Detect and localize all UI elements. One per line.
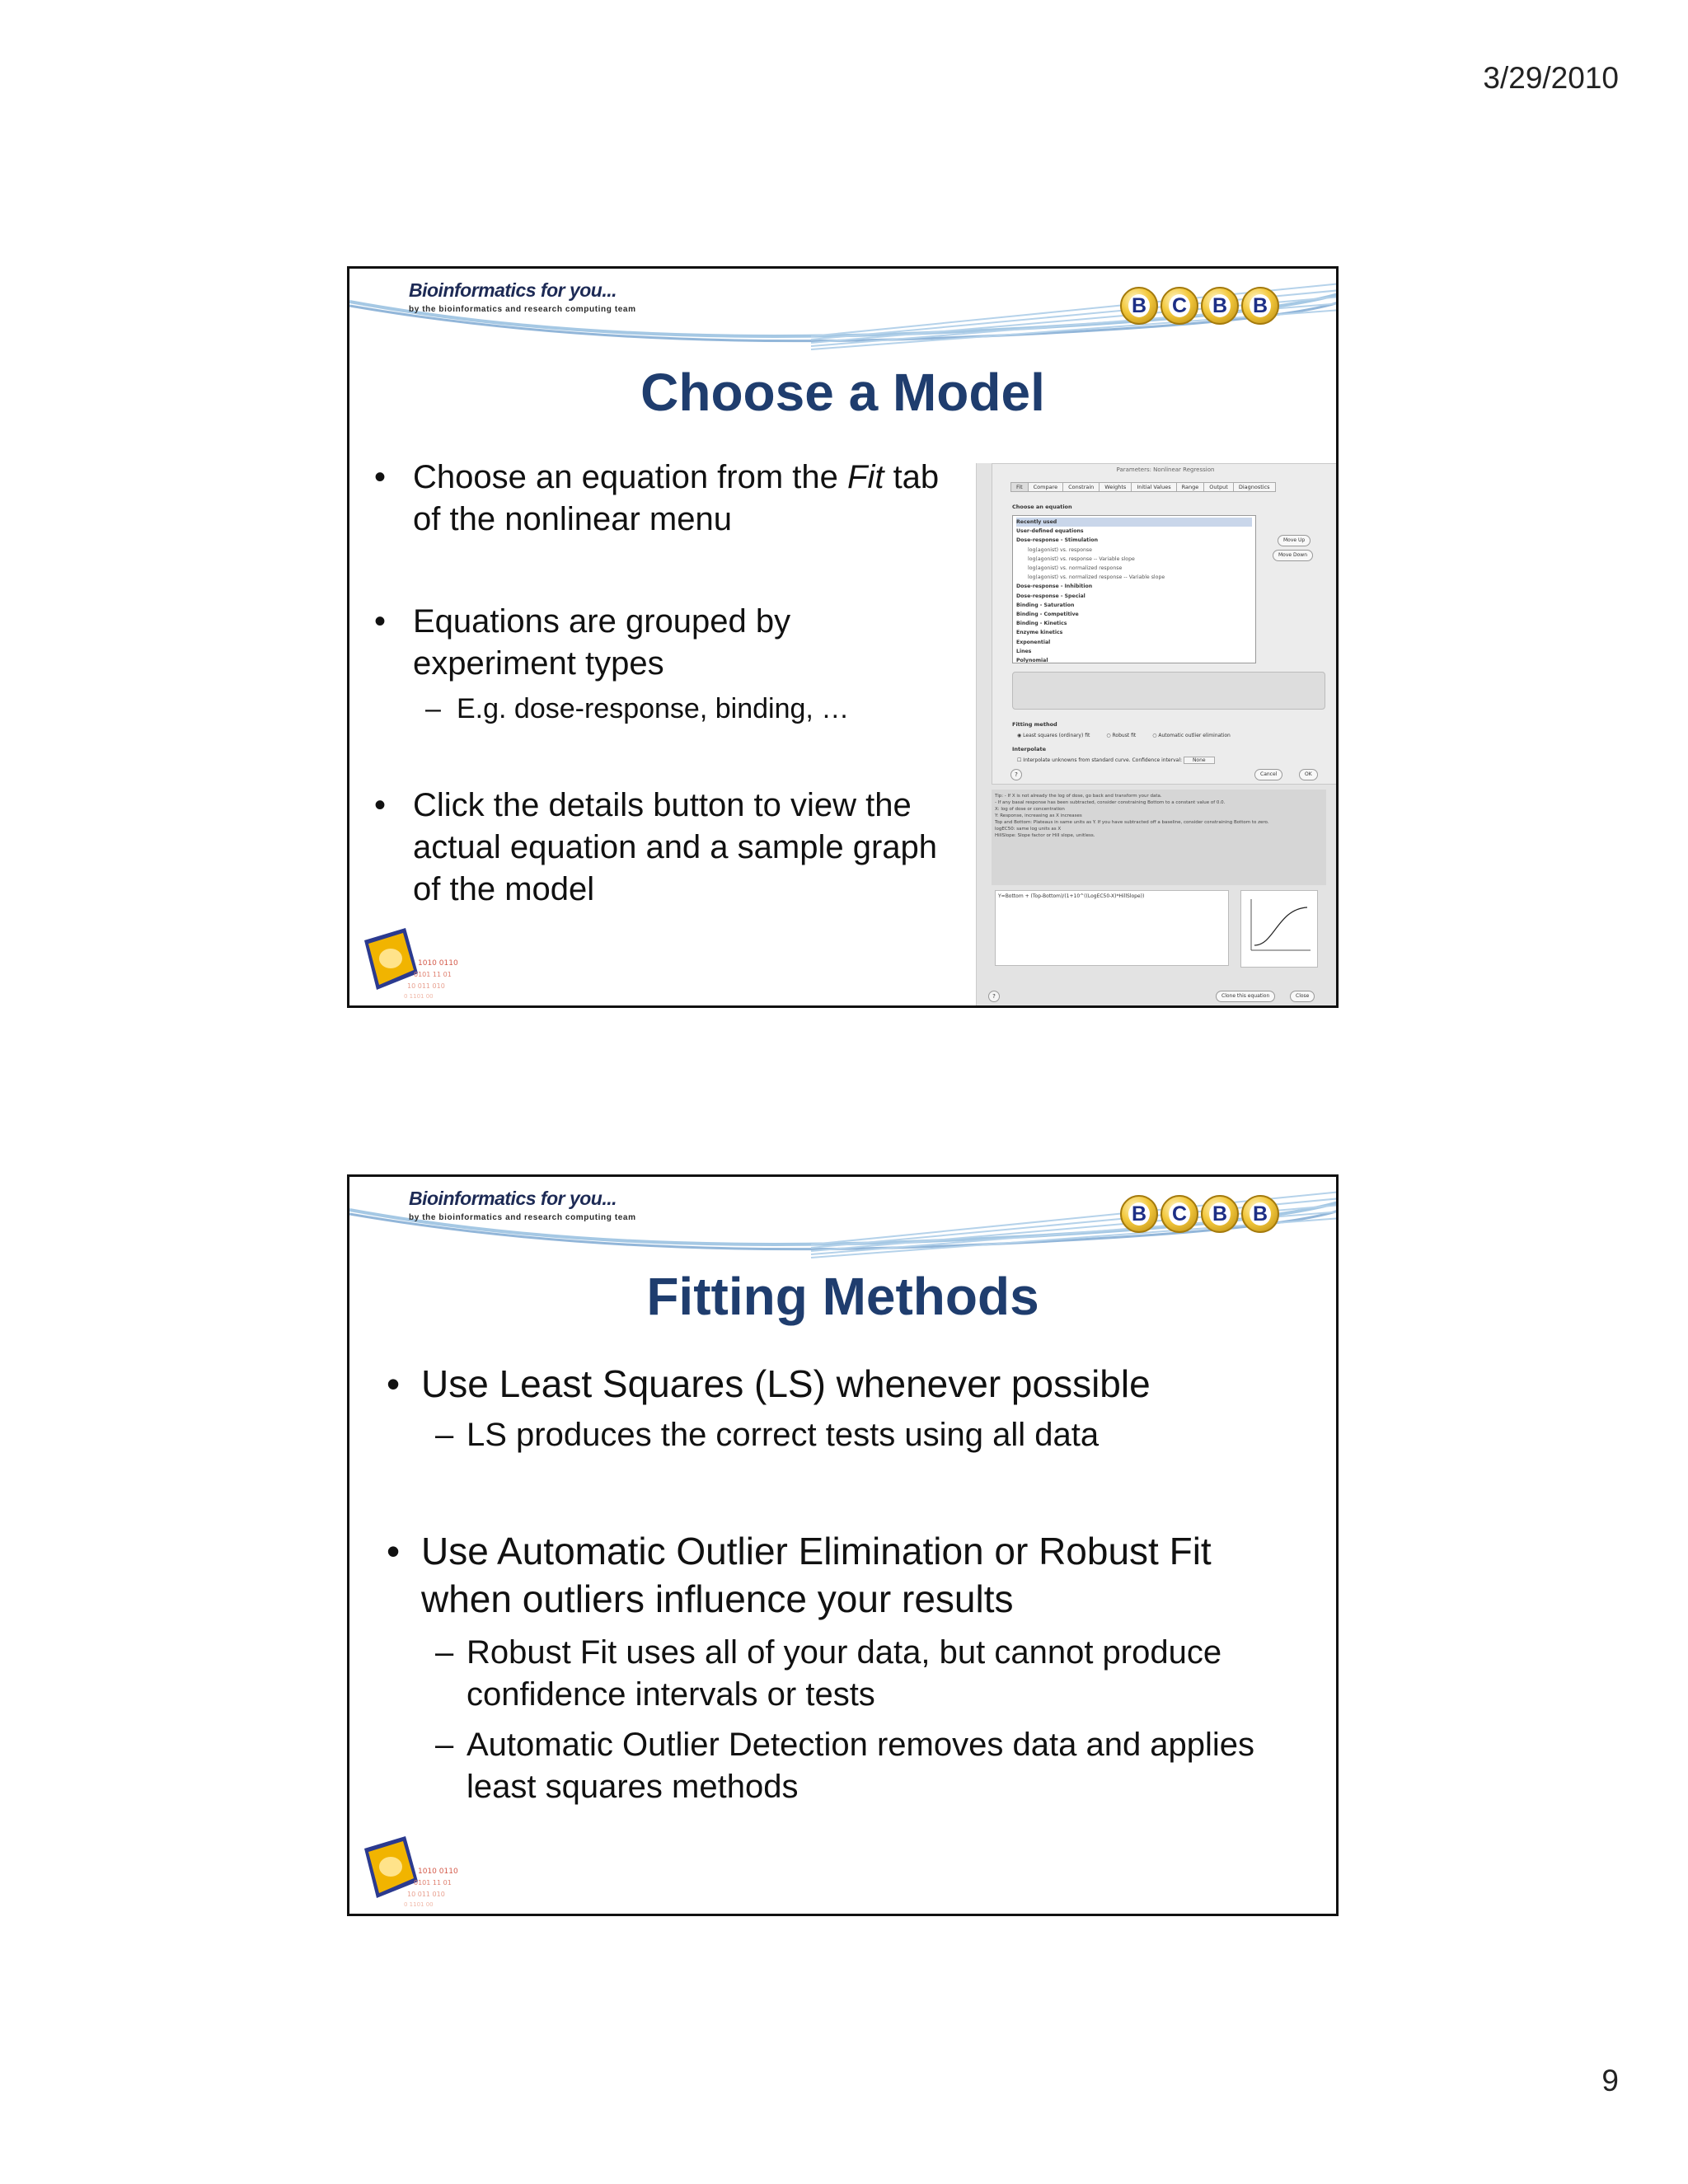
tab-output[interactable]: Output bbox=[1203, 482, 1234, 492]
bullet-item: • Click the details button to view the actual equation and a sample graph of the model bbox=[413, 785, 940, 911]
bullet-dot: • bbox=[374, 603, 387, 640]
logo-ball: B bbox=[1201, 1195, 1239, 1233]
dash-marker: – bbox=[435, 1634, 454, 1671]
logo-ball: C bbox=[1160, 1195, 1198, 1233]
svg-text:0 1101 00: 0 1101 00 bbox=[404, 993, 434, 1000]
logo-ball: B bbox=[1241, 287, 1279, 325]
equation-list-item[interactable]: log(agonist) vs. normalized response -- Variable slope bbox=[1028, 574, 1165, 581]
bcbb-logo bbox=[1120, 287, 1282, 325]
svg-text:0101 11 01: 0101 11 01 bbox=[414, 1879, 452, 1886]
fitting-method-options bbox=[1017, 733, 1247, 738]
tab-constrain[interactable]: Constrain bbox=[1062, 482, 1100, 492]
bullet-item: • Choose an equation from the Fit tab of the nonlinear menu bbox=[413, 457, 940, 541]
interpolate-checkbox[interactable]: ☐ Interpolate unknowns from standard curve. Confidence interval: None bbox=[1017, 757, 1215, 763]
slide-banner bbox=[349, 269, 1336, 351]
logo-ball: C bbox=[1160, 287, 1198, 325]
clone-equation-button[interactable]: Clone this equation bbox=[1216, 991, 1275, 1002]
tab-initial-values[interactable]: Initial Values bbox=[1131, 482, 1176, 492]
page-date: 3/29/2010 bbox=[1483, 61, 1619, 95]
logo-ball: B bbox=[1201, 287, 1239, 325]
brand-subtitle: by the bioinformatics and research computing team bbox=[409, 1213, 636, 1222]
equation-list[interactable] bbox=[1012, 515, 1256, 663]
tab-diagnostics[interactable]: Diagnostics bbox=[1233, 482, 1276, 492]
sub-bullet-item: – Automatic Outlier Detection removes data and applies least squares methods bbox=[467, 1724, 1291, 1808]
confidence-select[interactable]: None bbox=[1184, 757, 1215, 764]
slide-title: Fitting Methods bbox=[646, 1267, 1039, 1326]
equation-list-item[interactable]: Dose-response - Inhibition bbox=[1016, 583, 1093, 590]
tab-compare[interactable]: Compare bbox=[1028, 482, 1064, 492]
details-line: X: log of dose or concentration bbox=[995, 807, 1065, 812]
equation-list-item[interactable]: User-defined equations bbox=[1016, 528, 1084, 535]
choose-equation-label: Choose an equation bbox=[1012, 504, 1072, 510]
equation-list-item[interactable]: log(agonist) vs. response -- Variable slope bbox=[1028, 555, 1135, 562]
bullet-dot: • bbox=[387, 1530, 401, 1572]
bullet-item: • Equations are grouped by experiment types bbox=[413, 601, 940, 685]
equation-list-item[interactable]: Dose-response - Stimulation bbox=[1016, 537, 1099, 544]
details-line: logEC50: same log units as X bbox=[995, 827, 1062, 832]
slide-title: Choose a Model bbox=[640, 363, 1045, 422]
sub-bullet-item: – Robust Fit uses all of your data, but cannot produce confidence intervals or tests bbox=[467, 1632, 1291, 1716]
dialog-tabs bbox=[1010, 482, 1275, 492]
move-up-button[interactable]: Move Up bbox=[1278, 535, 1311, 546]
equation-list-item[interactable]: Binding - Competitive bbox=[1016, 612, 1079, 618]
svg-text:10 011 010: 10 011 010 bbox=[407, 982, 445, 990]
tab-weights[interactable]: Weights bbox=[1099, 482, 1132, 492]
sub-bullet-item: – LS produces the correct tests using all data bbox=[467, 1414, 1291, 1456]
details-line: Y: Response, increasing as X increases bbox=[995, 813, 1082, 818]
equation-list-item[interactable]: log(agonist) vs. normalized response bbox=[1028, 565, 1123, 572]
brand-subtitle: by the bioinformatics and research computing team bbox=[409, 305, 636, 314]
slide-fitting-methods bbox=[347, 1174, 1339, 1916]
svg-text:0 1101 00: 0 1101 00 bbox=[404, 1901, 434, 1908]
sample-graph bbox=[1240, 890, 1318, 968]
bullet-dot: • bbox=[387, 1362, 401, 1405]
equation-list-item[interactable]: Lines bbox=[1016, 648, 1032, 654]
equation-list-item[interactable]: Enzyme kinetics bbox=[1016, 630, 1063, 636]
laptop-dna-graphic bbox=[356, 924, 488, 1002]
logo-ball: B bbox=[1241, 1195, 1279, 1233]
help-icon[interactable]: ? bbox=[1010, 769, 1022, 780]
parameters-dialog bbox=[992, 463, 1339, 785]
equation-list-item[interactable]: Binding - Kinetics bbox=[1016, 621, 1067, 627]
equation-list-item[interactable]: Recently used bbox=[1016, 518, 1252, 527]
fitting-method-label: Fitting method bbox=[1012, 721, 1057, 728]
nonlinear-regression-dialog-screenshot bbox=[976, 463, 1339, 1007]
brand-title: Bioinformatics for you... bbox=[409, 279, 617, 301]
page-number: 9 bbox=[1601, 2064, 1619, 2097]
sigmoid-curve-icon bbox=[1241, 891, 1317, 967]
logo-ball: B bbox=[1120, 287, 1158, 325]
logo-ball: B bbox=[1120, 1195, 1158, 1233]
dialog-title: Parameters: Nonlinear Regression bbox=[1116, 466, 1215, 473]
ok-button[interactable]: OK bbox=[1299, 769, 1318, 780]
move-down-button[interactable]: Move Down bbox=[1273, 550, 1313, 561]
details-line: Tip: - If X is not already the log of dose, go back and transform your data. bbox=[995, 794, 1162, 799]
bullet-item: • Use Automatic Outlier Elimination or Robust Fit when outliers influence your results bbox=[421, 1527, 1295, 1623]
equation-text: Y=Bottom + (Top-Bottom)/(1+10^((LogEC50-X)*HillSlope)) bbox=[995, 890, 1229, 966]
equation-list-item[interactable]: log(agonist) vs. response bbox=[1028, 546, 1092, 553]
equation-list-item[interactable]: Polynomial bbox=[1016, 658, 1048, 663]
svg-text:10 011 010: 10 011 010 bbox=[407, 1891, 445, 1898]
bullet-dot: • bbox=[374, 787, 387, 823]
laptop-dna-graphic bbox=[356, 1832, 488, 1910]
equation-list-item[interactable]: Exponential bbox=[1016, 639, 1051, 645]
equation-details-text bbox=[992, 790, 1326, 885]
brand-title: Bioinformatics for you... bbox=[409, 1188, 617, 1209]
slide-choose-a-model bbox=[347, 266, 1339, 1008]
interpolate-label: Interpolate bbox=[1012, 746, 1047, 752]
close-button[interactable]: Close bbox=[1290, 991, 1315, 1002]
radio-robust-fit[interactable]: ○ Robust fit bbox=[1106, 733, 1137, 738]
help-icon[interactable]: ? bbox=[988, 991, 1000, 1002]
dash-marker: – bbox=[435, 1727, 454, 1763]
bullet-item: • Use Least Squares (LS) whenever possible bbox=[421, 1360, 1295, 1408]
tab-fit[interactable]: Fit bbox=[1010, 482, 1029, 492]
details-line: - If any basal response has been subtracted, consider constraining Bottom to a constant value of 0.0. bbox=[995, 800, 1226, 805]
radio-least-squares[interactable]: ◉ Least squares (ordinary) fit bbox=[1017, 733, 1090, 738]
dash-marker: – bbox=[425, 693, 441, 724]
sub-bullet-item: – E.g. dose-response, binding, … bbox=[457, 688, 918, 730]
dash-marker: – bbox=[435, 1417, 454, 1453]
bcbb-logo bbox=[1120, 1195, 1282, 1233]
radio-outlier-elimination[interactable]: ○ Automatic outlier elimination bbox=[1152, 733, 1231, 738]
details-line: Top and Bottom: Plateaus in same units as Y. If you have subtracted off a baseline, consider constraining Bottom to zero. bbox=[995, 820, 1269, 825]
cancel-button[interactable]: Cancel bbox=[1254, 769, 1282, 780]
equation-description-box bbox=[1012, 672, 1325, 710]
equation-list-item[interactable]: Dose-response - Special bbox=[1016, 593, 1085, 599]
svg-text:1010 0110: 1010 0110 bbox=[418, 959, 458, 968]
slide-banner bbox=[349, 1177, 1336, 1259]
details-line: HillSlope: Slope factor or Hill slope, unitless. bbox=[995, 833, 1095, 838]
tab-range[interactable]: Range bbox=[1176, 482, 1205, 492]
svg-text:0101 11 01: 0101 11 01 bbox=[414, 971, 452, 978]
bullet-dot: • bbox=[374, 459, 387, 495]
equation-list-item[interactable]: Binding - Saturation bbox=[1016, 602, 1075, 608]
svg-text:1010 0110: 1010 0110 bbox=[418, 1868, 458, 1876]
